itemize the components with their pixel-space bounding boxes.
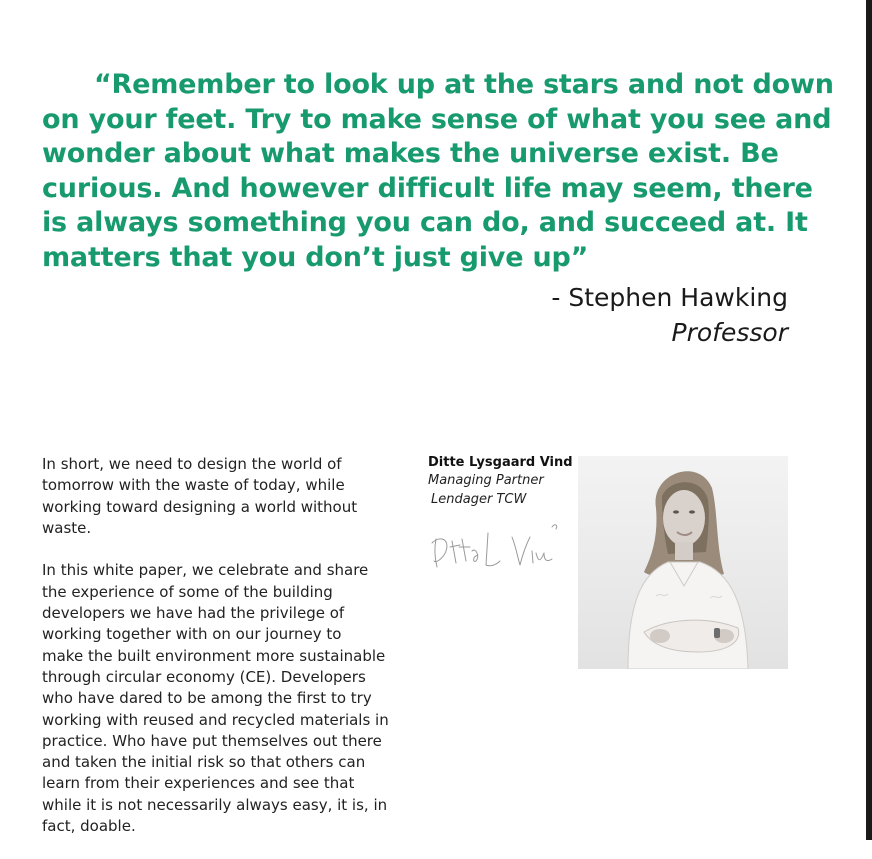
portrait-photo-icon: [578, 456, 788, 669]
quote-author-title: Professor: [671, 318, 788, 347]
handwritten-signature: [426, 517, 566, 573]
quote-line: “Remember to look up at the stars and not down: [94, 69, 834, 100]
body-line: In short, we need to design the world of: [42, 455, 342, 473]
quote-line: curious. And however difficult life may seem, there: [42, 172, 813, 204]
author-name: Ditte Lysgaard Vind: [428, 455, 573, 470]
body-line: and taken the initial risk so that others can: [42, 753, 366, 772]
body-line: developers we have had the privilege of: [42, 604, 345, 623]
body-line: waste.: [42, 518, 92, 537]
body-line: working together with on our journey to: [42, 625, 342, 644]
body-line: practice. Who have put themselves out there: [42, 731, 382, 750]
body-line: who have dared to be among the first to try: [42, 689, 372, 708]
body-text: [42, 454, 412, 859]
quote-line: on your feet. Try to make sense of what you see and: [42, 103, 832, 135]
body-line: In this white paper, we celebrate and share: [42, 561, 369, 580]
page-edge-bar: [866, 0, 872, 840]
author-company: Lendager TCW: [431, 492, 527, 507]
body-line: through circular economy (CE). Developers: [42, 667, 366, 686]
body-line: the experience of some of the building: [42, 582, 333, 601]
author-portrait-photo: [578, 456, 788, 669]
pull-quote: [42, 68, 834, 275]
quote-line: is always something you can do, and succeed at. It: [42, 207, 808, 238]
quote-author-name: - Stephen Hawking: [551, 283, 788, 312]
body-line: make the built environment more sustainable: [42, 646, 386, 665]
body-line: fact, doable.: [42, 817, 136, 836]
body-line: tomorrow with the waste of today, while: [42, 476, 345, 495]
body-paragraph: [42, 454, 412, 539]
body-line: working with reused and recycled materials in: [42, 710, 389, 729]
quote-line: matters that you don’t just give up”: [42, 241, 589, 273]
body-line: learn from their experiences and see that: [42, 774, 355, 793]
author-role: Managing Partner: [428, 473, 544, 488]
body-paragraph: [42, 560, 412, 837]
body-line: while it is not necessarily always easy, it is, in: [42, 795, 388, 814]
quote-line: wonder about what makes the universe exist. Be: [42, 138, 779, 169]
body-line: working toward designing a world without: [42, 497, 358, 516]
